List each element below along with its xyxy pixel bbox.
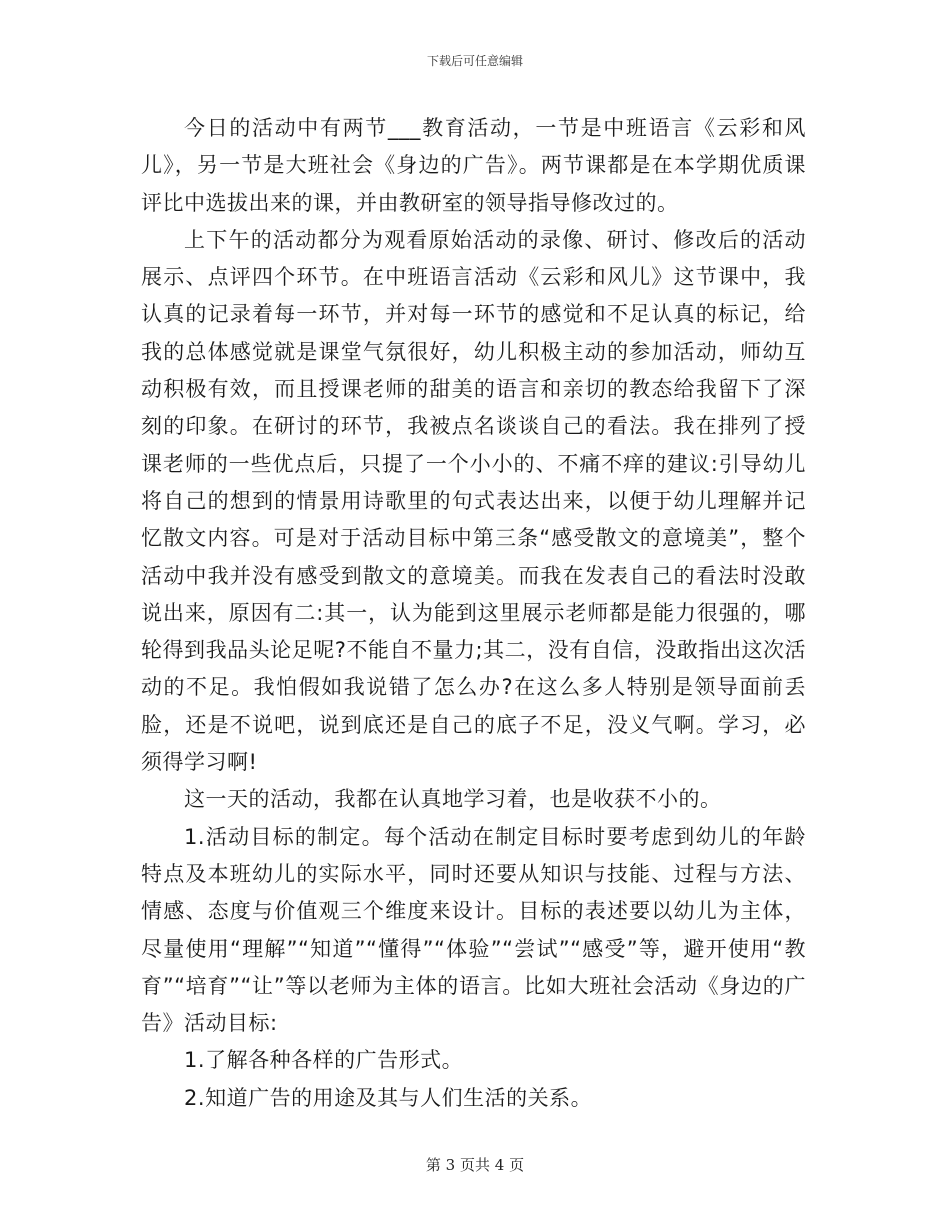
paragraph-goal-setting: 1.活动目标的制定。每个活动在制定目标时要考虑到幼儿的年龄特点及本班幼儿的实际水平，同时还要从知识与技能、过程与方法、情感、态度与价值观三个维度来设计。目标的表述要以幼儿为主体，尽量使用“理解”“知道”“懂得”“体验”“尝试”“感受”等，避开使用“教育”“培育”“让”等以老师为主体的语言。比如大班社会活动《身边的广告》活动目标:: [141, 824, 806, 1036]
list-item-goal-1: 1.了解各种各样的广告形式。: [184, 1048, 464, 1073]
paragraph-summary: 这一天的活动，我都在认真地学习着，也是收获不小的。: [184, 787, 722, 812]
document-body: [141, 110, 806, 1117]
page-number: 第 3 页共 4 页: [425, 1156, 525, 1174]
list-item-goal-2: 2.知道广告的用途及其与人们生活的关系。: [184, 1085, 593, 1110]
page-header: 下载后可任意编辑: [426, 54, 523, 68]
paragraph-reflection: 上下午的活动都分为观看原始活动的录像、研讨、修改后的活动展示、点评四个环节。在中班语言活动《云彩和风儿》这节课中，我认真的记录着每一环节，并对每一环节的感觉和不足认真的标记，给我的总体感觉就是课堂气氛很好，幼儿积极主动的参加活动，师幼互动积极有效，而且授课老师的甜美的语言和亲切的教态给我留下了深刻的印象。在研讨的环节，我被点名谈谈自己的看法。我在排列了授课老师的一些优点后，只提了一个小小的、不痛不痒的建议:引导幼儿将自己的想到的情景用诗歌里的句式表达出来，以便于幼儿理解并记忆散文内容。可是对于活动目标中第三条“感受散文的意境美”，整个活动中我并没有感受到散文的意境美。而我在发表自己的看法时没敢说出来，原因有二:其一，认为能到这里展示老师都是能力很强的，哪轮得到我品头论足呢?不能自不量力;其二，没有自信，没敢指出这次活动的不足。我怕假如我说错了怎么办?在这么多人特别是领导面前丢脸，还是不说吧，说到底还是自己的底子不足，没义气啊。学习，必须得学习啊!: [141, 227, 806, 775]
paragraph-intro: 今日的活动中有两节___教育活动，一节是中班语言《云彩和风儿》，另一节是大班社会《身边的广告》。两节课都是在本学期优质课评比中选拔出来的课，并由教研室的领导指导修改过的。: [141, 116, 806, 215]
